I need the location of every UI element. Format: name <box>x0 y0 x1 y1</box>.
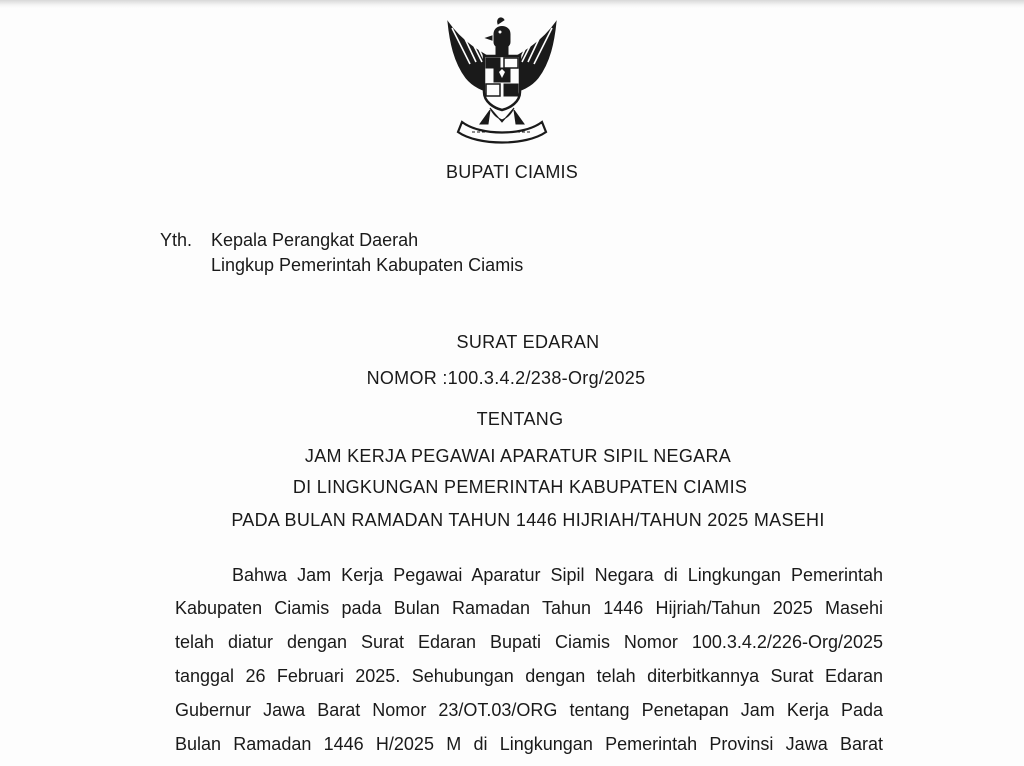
body-line-3: telah diatur dengan Surat Edaran Bupati Ciamis Nomor 100.3.4.2/226-Org/2025 <box>175 632 883 652</box>
document-type: SURAT EDARAN <box>456 332 600 352</box>
subject-line-2: DI LINGKUNGAN PEMERINTAH KABUPATEN CIAMIS <box>292 477 748 497</box>
addressee-line-2: Lingkup Pemerintah Kabupaten Ciamis <box>211 255 524 275</box>
body-line-1: Bahwa Jam Kerja Pegawai Aparatur Sipil Negara di Lingkungan Pemerintah <box>232 565 883 585</box>
subject-line-1: JAM KERJA PEGAWAI APARATUR SIPIL NEGARA <box>304 446 732 466</box>
document-number: NOMOR :100.3.4.2/238-Org/2025 <box>366 368 646 388</box>
addressee-label: Yth. <box>160 230 193 250</box>
issuer-title: BUPATI CIAMIS <box>446 162 578 182</box>
about-label: TENTANG <box>476 409 564 429</box>
body-line-4: tanggal 26 Februari 2025. Sehubungan dengan telah diterbitkannya Surat Edaran <box>175 666 883 686</box>
scan-top-edge <box>0 0 1024 8</box>
subject-line-3: PADA BULAN RAMADAN TAHUN 1446 HIJRIAH/TAHUN 2025 MASEHI <box>231 510 825 530</box>
garuda-emblem-icon <box>440 12 564 144</box>
body-line-5: Gubernur Jawa Barat Nomor 23/OT.03/ORG tentang Penetapan Jam Kerja Pada <box>175 700 883 720</box>
body-line-2: Kabupaten Ciamis pada Bulan Ramadan Tahun 1446 Hijriah/Tahun 2025 Masehi <box>175 598 883 618</box>
body-line-6: Bulan Ramadan 1446 H/2025 M di Lingkungan Pemerintah Provinsi Jawa Barat <box>175 734 883 754</box>
addressee-line-1: Kepala Perangkat Daerah <box>211 230 419 250</box>
